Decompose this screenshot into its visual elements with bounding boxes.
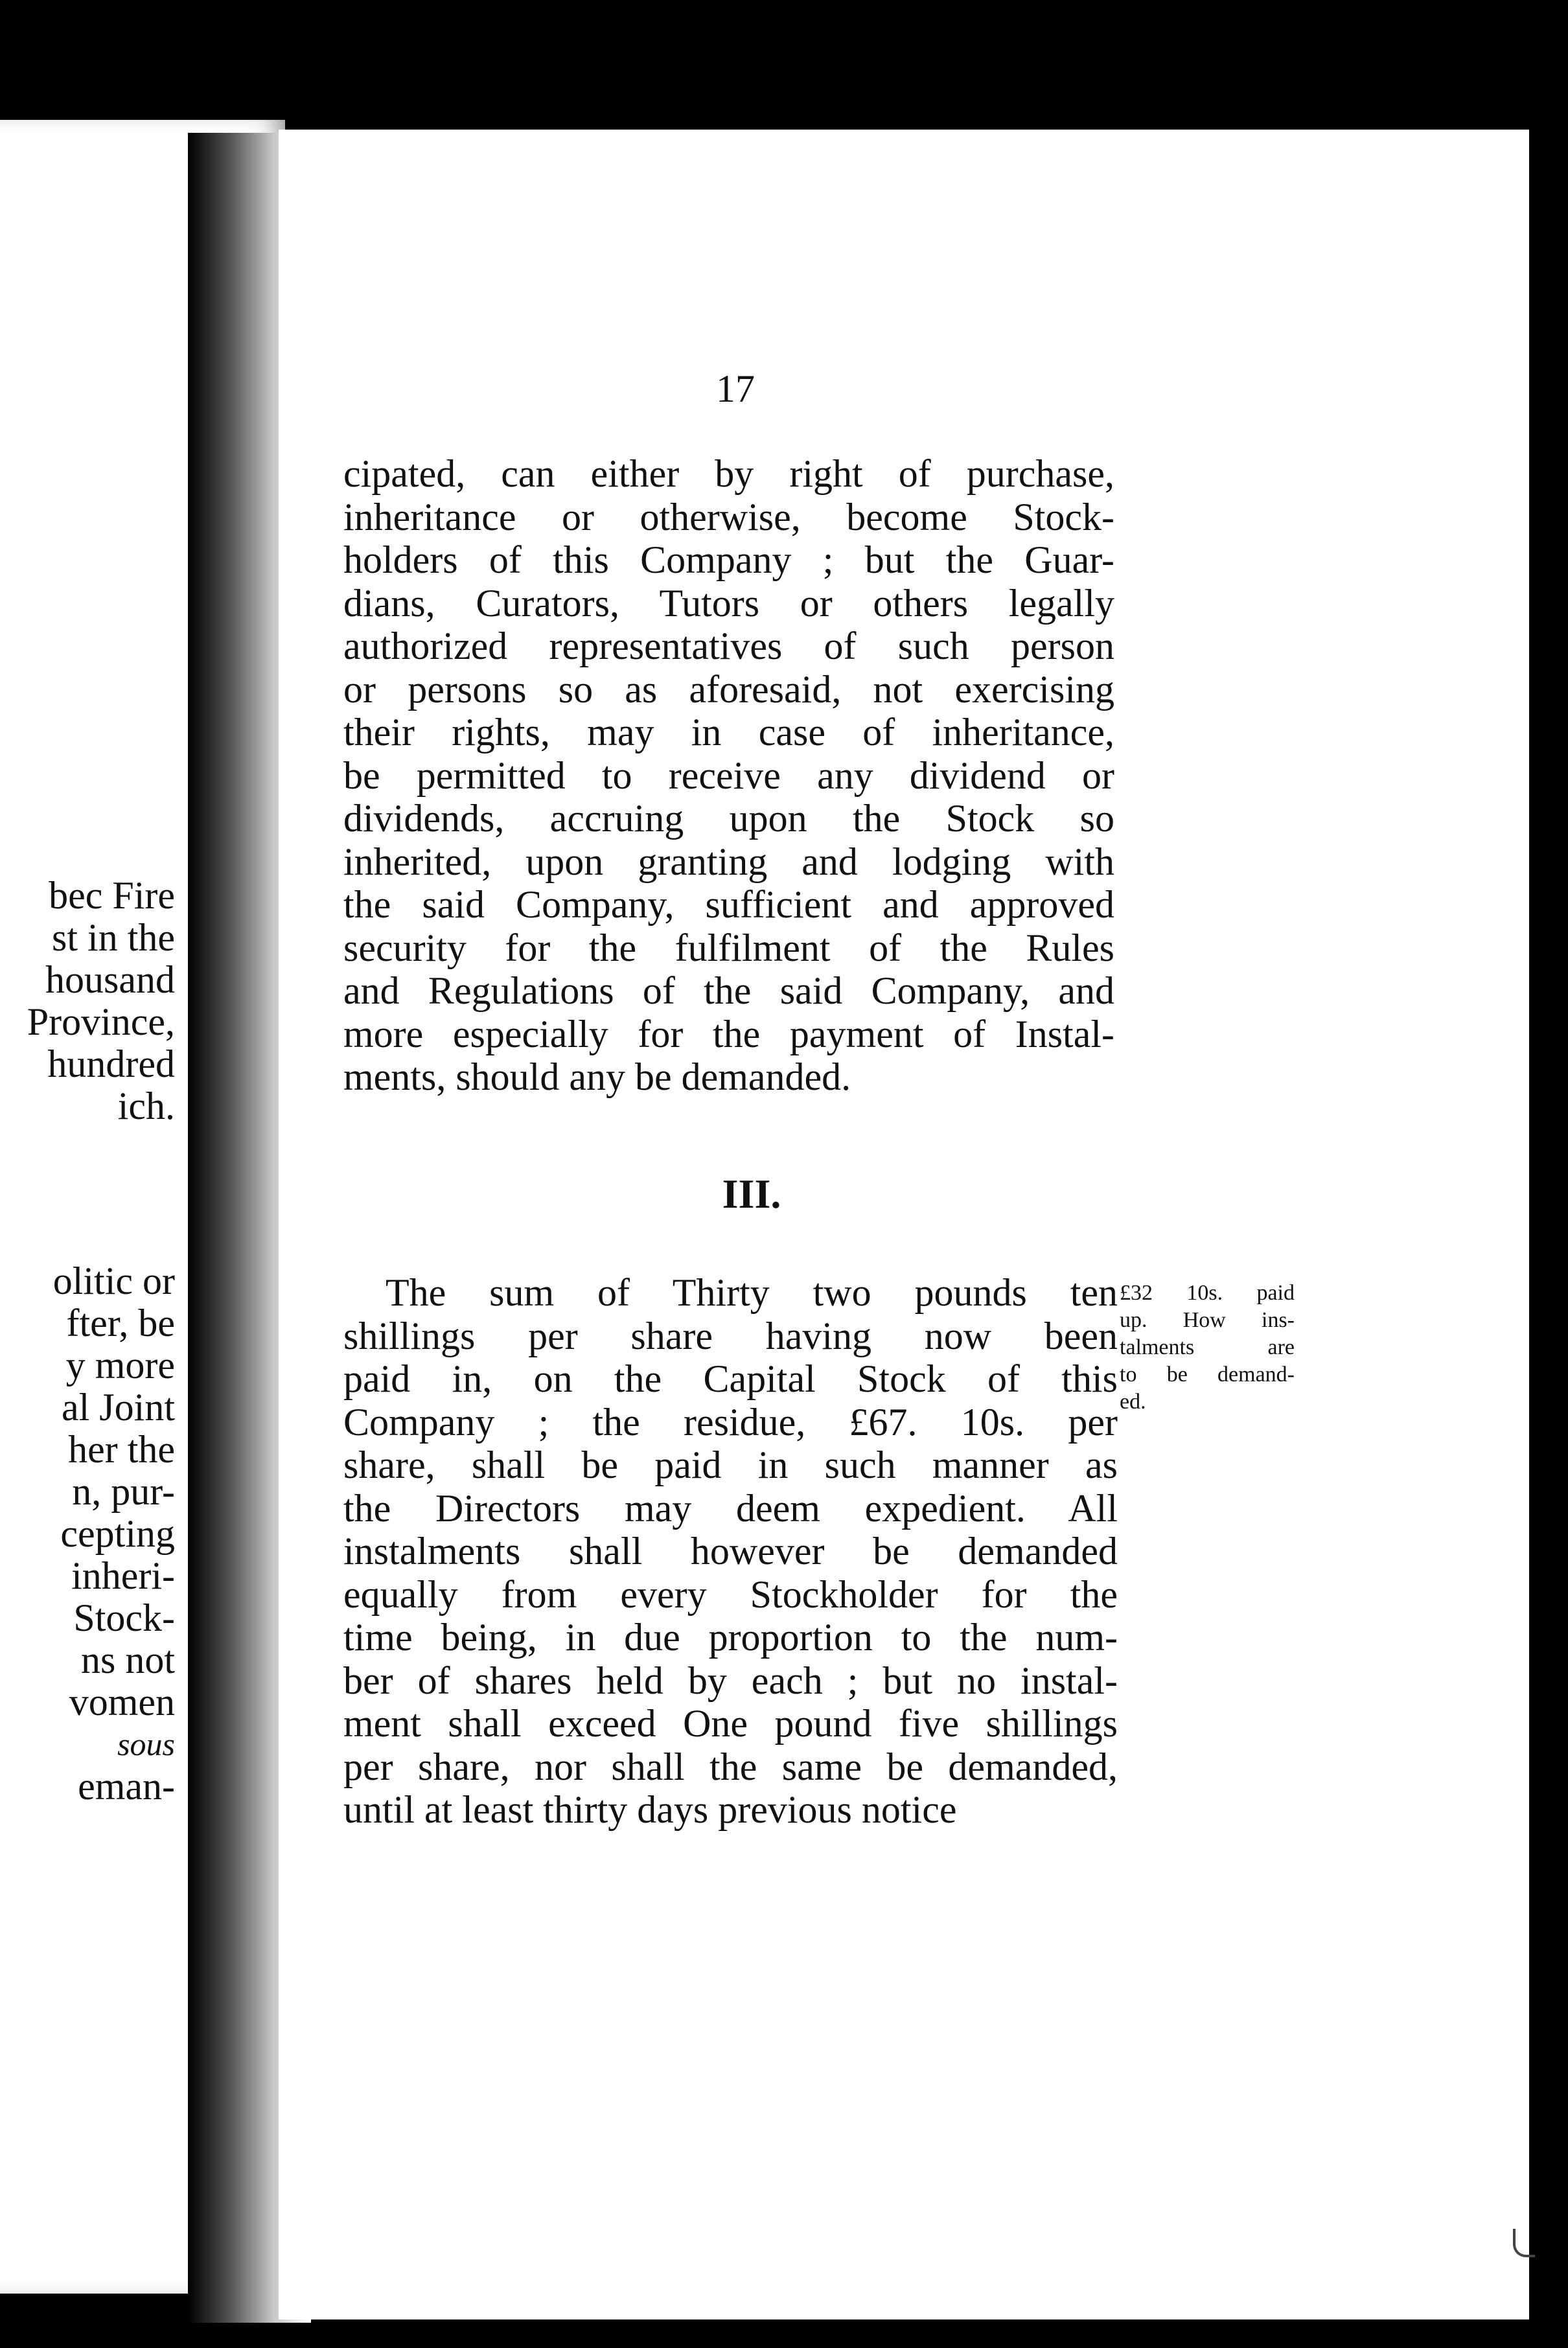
page-corner-mark [1513, 2229, 1535, 2257]
margin-note-line: to be demand- [1120, 1363, 1295, 1387]
paragraph-line: time being, in due proportion to the num- [343, 1616, 1118, 1659]
paragraph-line: per share, nor shall the same be demanded, [343, 1745, 1118, 1788]
paragraph-line: the Directors may deem expedient. All [343, 1486, 1118, 1530]
paragraph-line: share, shall be paid in such manner as [343, 1444, 1118, 1486]
margin-note-line: talments are [1120, 1335, 1295, 1359]
left-page-line: hundred [47, 1042, 175, 1085]
paragraph-2 [343, 1271, 1118, 1832]
paragraph-line: inherited, upon granting and lodging with [343, 840, 1114, 883]
left-page-line: vomen [69, 1681, 175, 1723]
paragraph-line: shillings per share having now been [343, 1314, 1118, 1357]
paragraph-line: equally from every Stockholder for the [343, 1572, 1118, 1616]
left-page-line: Province, [27, 1000, 175, 1043]
left-page-line: ns not [80, 1639, 175, 1681]
left-page-line: eman- [78, 1765, 175, 1808]
margin-note-line: ed. [1120, 1390, 1146, 1414]
left-page-line: Stock- [73, 1596, 175, 1639]
section-heading: III. [722, 1171, 781, 1217]
paragraph-line: The sum of Thirty two pounds ten [386, 1271, 1118, 1314]
left-page-line: al Joint [62, 1386, 175, 1429]
margin-note-line: £32 10s. paid [1120, 1281, 1295, 1305]
margin-note [1120, 1280, 1295, 1416]
paragraph-line: the said Company, sufficient and approved [343, 883, 1114, 926]
paragraph-line: ments, should any be demanded. [343, 1055, 851, 1098]
paragraph-line: inheritance or otherwise, become Stock- [343, 495, 1114, 538]
paragraph-line: cipated, can either by right of purchase, [343, 452, 1114, 495]
page-number: 17 [716, 367, 755, 410]
left-page-line: sous [117, 1726, 175, 1762]
left-page-line: ich. [117, 1085, 175, 1127]
left-page-line: cepting [60, 1512, 175, 1555]
left-page-line: n, pur- [72, 1470, 175, 1513]
paragraph-line: paid in, on the Capital Stock of this [343, 1357, 1118, 1400]
left-page-line: fter, be [66, 1302, 175, 1344]
paragraph-line: holders of this Company ; but the Guar- [343, 538, 1114, 581]
paragraph-line: instalments shall however be demanded [343, 1530, 1118, 1572]
paragraph-line: authorized representatives of such person [343, 625, 1114, 667]
paragraph-line: more especially for the payment of Instal- [343, 1012, 1114, 1055]
left-page-line: inheri- [71, 1554, 175, 1597]
paragraph-line: dividends, accruing upon the Stock so [343, 797, 1114, 840]
left-page-line: olitic or [52, 1260, 175, 1302]
paragraph-line: Company ; the residue, £67. 10s. per [343, 1400, 1118, 1444]
left-page-line: bec Fire [49, 874, 175, 917]
paragraph-line: dians, Curators, Tutors or others legally [343, 581, 1114, 625]
paragraph-line: ber of shares held by each ; but no instal- [343, 1659, 1118, 1702]
paragraph-line: their rights, may in case of inheritance, [343, 711, 1114, 754]
left-page-line: st in the [52, 916, 175, 959]
left-page-text-block-2 [0, 1260, 175, 1808]
left-page-line: y more [65, 1344, 175, 1387]
left-page-line: housand [45, 958, 175, 1001]
paragraph-line: until at least thirty days previous notice [343, 1788, 957, 1831]
paragraph-line: security for the fulfilment of the Rules [343, 926, 1114, 969]
paragraph-1 [343, 452, 1114, 1099]
paragraph-line: and Regulations of the said Company, and [343, 969, 1114, 1012]
paragraph-line: or persons so as aforesaid, not exercising [343, 667, 1114, 711]
left-page-line: her the [68, 1428, 175, 1471]
margin-note-line: up. How ins- [1120, 1308, 1295, 1332]
left-page-text-block-1 [0, 875, 175, 1127]
paragraph-line: be permitted to receive any dividend or [343, 754, 1114, 797]
paragraph-line: ment shall exceed One pound five shillings [343, 1702, 1118, 1745]
